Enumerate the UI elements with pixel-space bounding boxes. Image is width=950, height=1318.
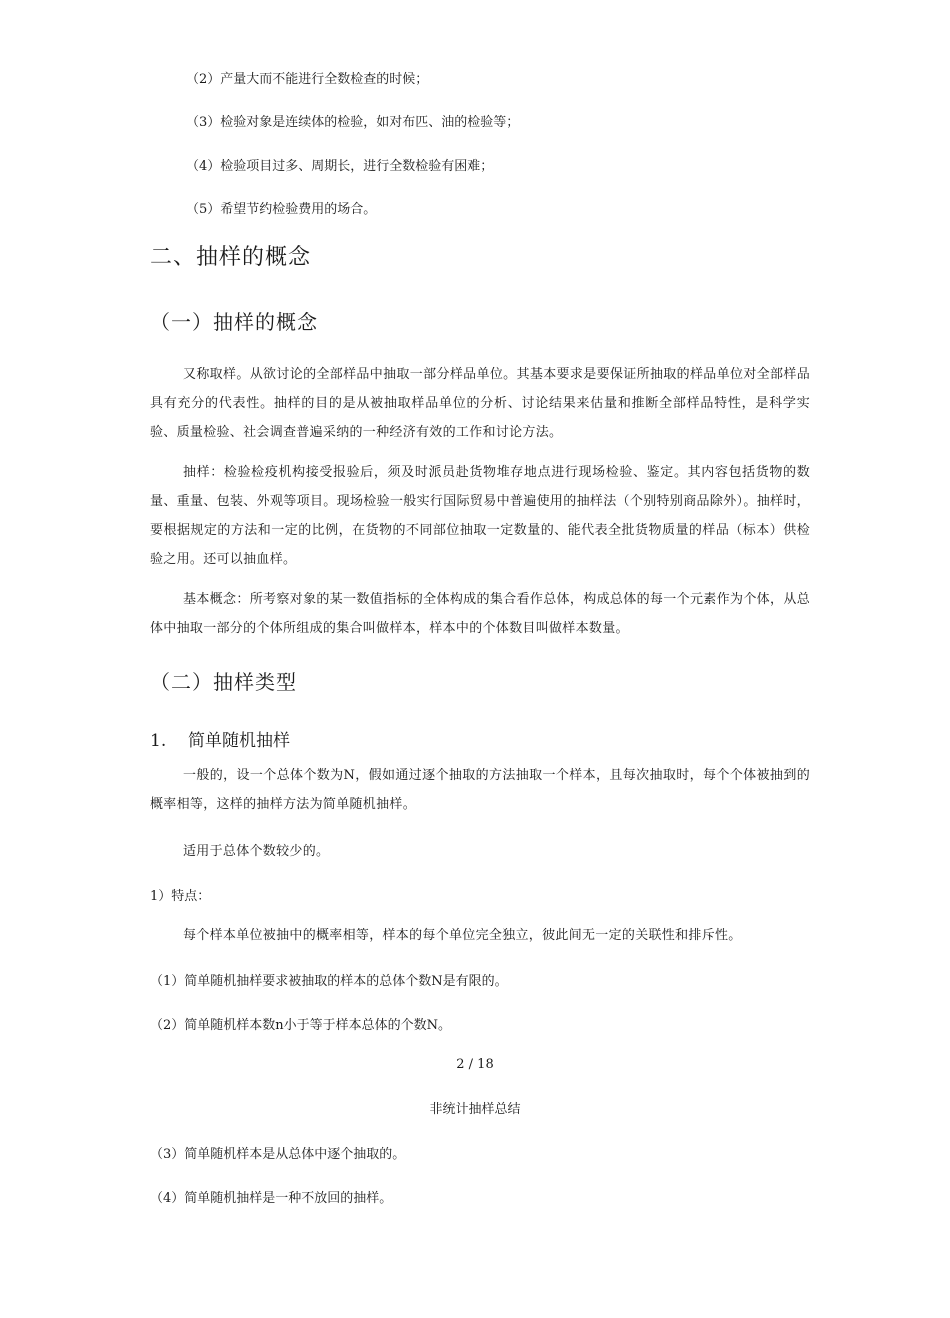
list-item: （2）产量大而不能进行全数检查的时候；: [186, 72, 429, 87]
page-number: 2 / 18: [456, 1057, 494, 1072]
paragraph: 一般的，设一个总体个数为N，假如通过逐个抽取的方法抽取一个样本，且每次抽取时，每个个体被抽到的概率相等，这样的抽样方法为简单随机抽样。: [150, 768, 810, 812]
list-item: （3）简单随机样本是从总体中逐个抽取的。: [150, 1147, 406, 1162]
paragraph: 适用于总体个数较少的。: [183, 844, 330, 859]
subsection-heading: （一）抽样的概念: [150, 310, 318, 334]
list-item: （4）简单随机抽样是一种不放回的抽样。: [150, 1191, 393, 1206]
list-item: （1）简单随机抽样要求被抽取的样本的总体个数N是有限的。: [150, 974, 508, 989]
list-item: （4）检验项目过多、周期长，进行全数检验有困难；: [186, 159, 494, 174]
list-item: （5）希望节约检验费用的场合。: [186, 202, 377, 217]
list-item: （2）简单随机样本数n小于等于样本总体的个数N。: [150, 1018, 452, 1033]
list-item: （3）检验对象是连续体的检验，如对布匹、油的检验等；: [186, 115, 520, 130]
features-label: 1）特点：: [150, 889, 211, 904]
numbered-heading: [150, 726, 290, 751]
section-heading: 二、抽样的概念: [150, 245, 312, 270]
heading-title: 简单随机抽样: [188, 731, 290, 751]
paragraph: 抽样：检验检疫机构接受报验后，须及时派员赴货物堆存地点进行现场检验、鉴定。其内容包括货物的数量、重量、包装、外观等项目。现场检验一般实行国际贸易中普遍使用的抽样法（个别特别商品除外）。抽样时，要根据规定的方法和一定的比例，在货物的不同部位抽取一定数量的、能代表全批货物质量的样品（标本）供检验之用。还可以抽血样。: [150, 465, 810, 567]
paragraph: 又称取样。从欲讨论的全部样品中抽取一部分样品单位。其基本要求是要保证所抽取的样品单位对全部样品具有充分的代表性。抽样的目的是从被抽取样品单位的分析、讨论结果来估量和推断全部样品特性，是科学实验、质量检验、社会调查普遍采纳的一种经济有效的工作和讨论方法。: [150, 367, 810, 440]
subsection-heading: （二）抽样类型: [150, 670, 297, 694]
paragraph: 基本概念：所考察对象的某一数值指标的全体构成的集合看作总体，构成总体的每一个元素作为个体，从总体中抽取一部分的个体所组成的集合叫做样本，样本中的个体数目叫做样本数量。: [150, 592, 810, 636]
paragraph: 每个样本单位被抽中的概率相等，样本的每个单位完全独立，彼此间无一定的关联性和排斥性。: [183, 928, 742, 943]
document-title: 非统计抽样总结: [429, 1102, 521, 1117]
heading-number: 1.: [150, 731, 167, 751]
